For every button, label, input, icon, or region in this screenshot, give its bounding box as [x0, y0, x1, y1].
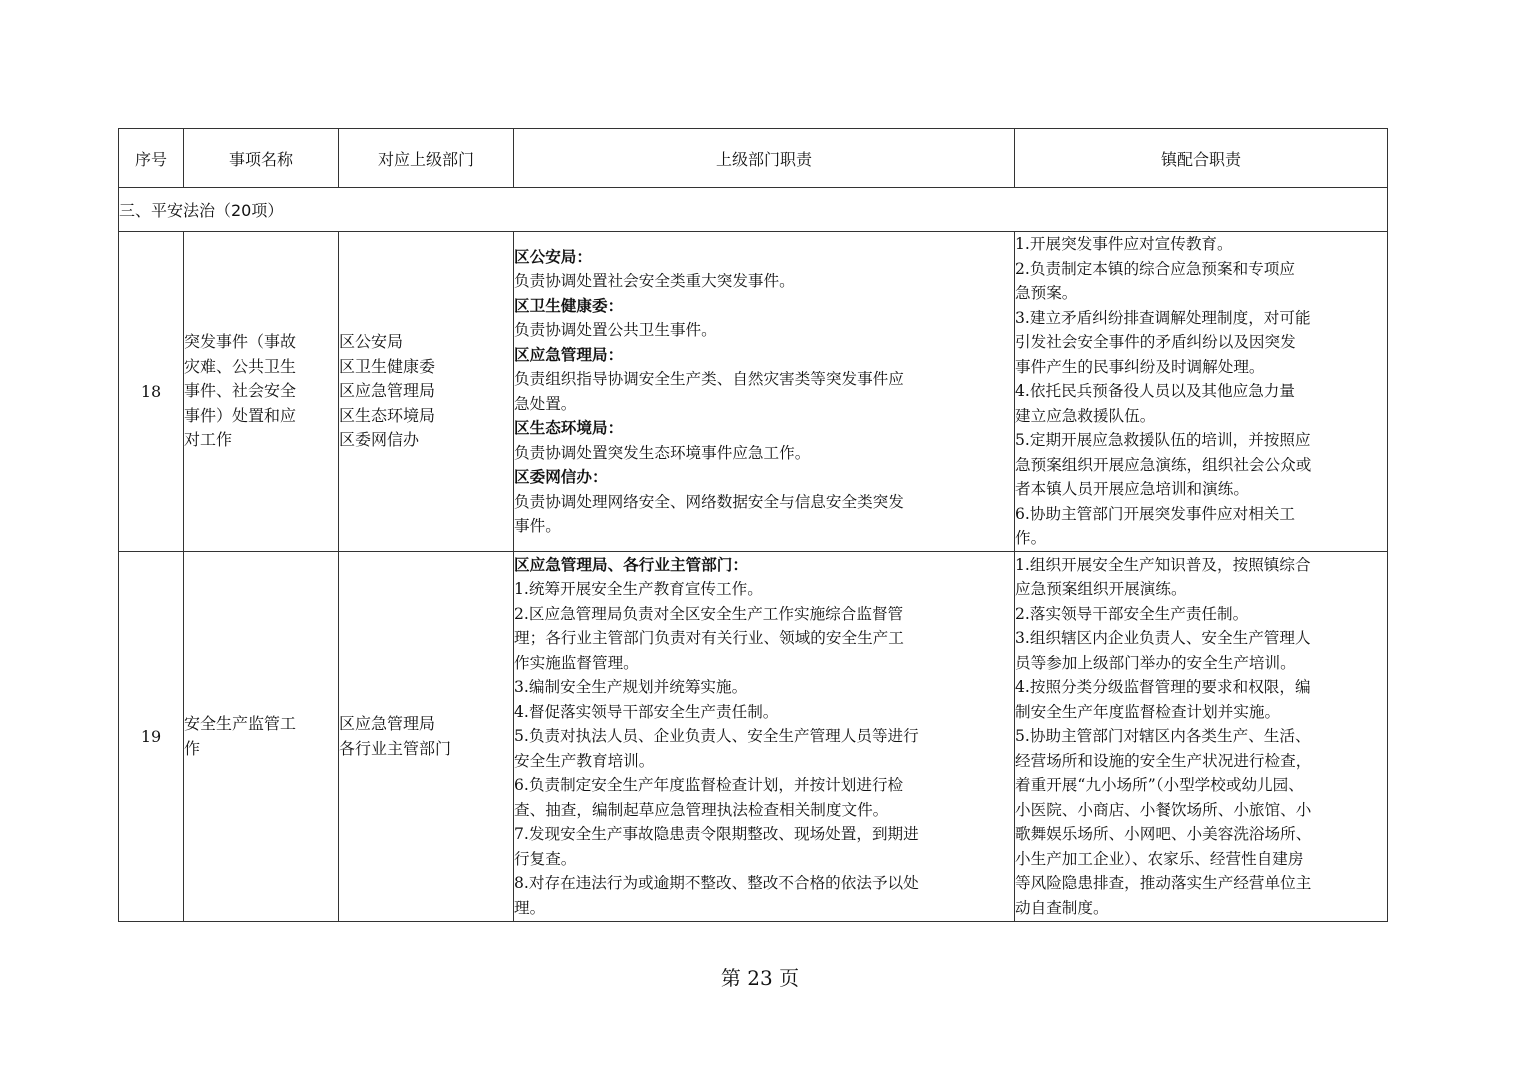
item-name-line: 对工作 [184, 430, 233, 450]
section-row [119, 188, 1388, 232]
duty-line: 区公安局： [514, 246, 592, 266]
town-duty-line: 者本镇人员开展应急培训和演练。 [1015, 480, 1249, 499]
town-duty-line: 2.负责制定本镇的综合应急预案和专项应 [1015, 259, 1295, 278]
header-town-duty: 镇配合职责 [1015, 129, 1388, 188]
town-duty-line: 引发社会安全事件的矛盾纠纷以及因突发 [1015, 333, 1296, 352]
duty-line: 2.区应急管理局负责对全区安全生产工作实施综合监督管 [514, 604, 904, 623]
town-duty-line: 2.落实领导干部安全生产责任制。 [1015, 604, 1249, 623]
dept-line: 区生态环境局 [339, 405, 436, 425]
town-duty-line: 经营场所和设施的安全生产状况进行检查， [1015, 751, 1312, 770]
town-duty-line: 1.组织开展安全生产知识普及，按照镇综合 [1015, 555, 1311, 574]
responsibility-table [118, 128, 1388, 922]
duty-line: 区应急管理局、各行业主管部门： [514, 554, 748, 574]
town-duty-line: 等风险隐患排查，推动落实生产经营单位主 [1015, 874, 1312, 893]
duty-line: 负责协调处置社会安全类重大突发事件。 [514, 272, 795, 290]
row-seq: 18 [119, 232, 184, 552]
town-duty-line: 急预案组织开展应急演练，组织社会公众或 [1015, 455, 1312, 474]
duty-line: 区卫生健康委： [514, 295, 624, 315]
duty-line: 负责协调处置公共卫生事件。 [514, 321, 717, 339]
town-duty-line: 4.按照分类分级监督管理的要求和权限，编 [1015, 678, 1311, 697]
dept-line: 区委网信办 [339, 430, 420, 450]
dept-line: 区应急管理局 [339, 381, 436, 401]
row-item-name [184, 232, 339, 552]
duty-line: 区委网信办： [514, 467, 608, 486]
row-town-duty [1015, 552, 1388, 922]
town-duty-line: 小生产加工企业）、农家乐、经营性自建房 [1015, 849, 1304, 868]
row-superior-dept [339, 232, 514, 552]
duty-line: 5.负责对执法人员、企业负责人、安全生产管理人员等进行 [514, 727, 919, 746]
town-duty-line: 建立应急救援队伍。 [1015, 406, 1156, 425]
town-duty-line: 事件产生的民事纠纷及时调解处理。 [1015, 357, 1265, 376]
duty-line: 事件。 [514, 517, 561, 535]
page-number: 第 23 页 [720, 966, 800, 990]
town-duty-line: 5.定期开展应急救援队伍的培训，并按照应 [1015, 431, 1311, 450]
town-duty-line: 制安全生产年度监督检查计划并实施。 [1015, 702, 1281, 721]
item-name-line: 突发事件（事故 [184, 332, 297, 352]
table-row [119, 552, 1388, 922]
town-duty-line: 6.协助主管部门开展突发事件应对相关工 [1015, 504, 1295, 523]
duty-line: 3.编制安全生产规划并统筹实施。 [514, 678, 748, 697]
duty-line: 8.对存在违法行为或逾期不整改、整改不合格的依法予以处 [514, 874, 919, 893]
duty-line: 4.督促落实领导干部安全生产责任制。 [514, 702, 779, 721]
duty-line: 1.统筹开展安全生产教育宣传工作。 [514, 580, 763, 599]
town-duty-line: 急预案。 [1015, 284, 1078, 303]
town-duty-line: 4.依托民兵预备役人员以及其他应急力量 [1015, 382, 1295, 401]
duty-line: 负责协调处理网络安全、网络数据安全与信息安全类突发 [514, 492, 904, 511]
town-duty-line: 着重开展“九小场所”（小型学校或幼儿园、 [1015, 776, 1304, 795]
town-duty-line: 员等参加上级部门举办的安全生产培训。 [1015, 653, 1296, 672]
duty-line: 6.负责制定安全生产年度监督检查计划，并按计划进行检 [514, 776, 904, 795]
table-row [119, 232, 1388, 552]
town-duty-line: 1.开展突发事件应对宣传教育。 [1015, 235, 1233, 254]
item-name-line: 安全生产监管工 [184, 714, 297, 733]
item-name-line: 事件）处置和应 [184, 405, 297, 425]
duty-line: 查、抽查，编制起草应急管理执法检查相关制度文件。 [514, 800, 889, 819]
town-duty-line: 应急预案组织开展演练。 [1015, 580, 1187, 599]
duty-line: 区应急管理局： [514, 344, 624, 364]
row-item-name [184, 552, 339, 922]
item-name-line: 事件、社会安全 [184, 381, 297, 401]
duty-line: 理。 [514, 898, 546, 917]
duty-line: 区生态环境局： [514, 418, 624, 437]
town-duty-line: 小医院、小商店、小餐饮场所、小旅馆、小 [1015, 800, 1312, 819]
town-duty-line: 动自查制度。 [1015, 898, 1109, 917]
duty-line: 急处置。 [514, 394, 577, 413]
duty-line: 7.发现安全生产事故隐患责令限期整改、现场处置，到期进 [514, 825, 919, 844]
row-superior-dept [339, 552, 514, 922]
dept-line: 区公安局 [339, 332, 404, 352]
header-item-name: 事项名称 [184, 129, 339, 188]
table-header-row [119, 129, 1388, 188]
duty-line: 行复查。 [514, 849, 577, 868]
dept-line: 各行业主管部门 [339, 738, 452, 758]
town-duty-line: 作。 [1015, 529, 1047, 548]
duty-line: 安全生产教育培训。 [514, 751, 655, 770]
town-duty-line: 5.协助主管部门对辖区内各类生产、生活、 [1015, 727, 1311, 746]
duty-line: 负责组织指导协调安全生产类、自然灾害类等突发事件应 [514, 370, 904, 388]
row-superior-duty [514, 552, 1015, 922]
header-superior-duty: 上级部门职责 [514, 129, 1015, 188]
item-name-line: 作 [184, 738, 201, 758]
header-superior-dept: 对应上级部门 [339, 129, 514, 188]
row-superior-duty [514, 232, 1015, 552]
town-duty-line: 歌舞娱乐场所、小网吧、小美容洗浴场所、 [1015, 825, 1312, 844]
row-seq: 19 [119, 552, 184, 922]
town-duty-line: 3.组织辖区内企业负责人、安全生产管理人 [1015, 629, 1311, 648]
dept-line: 区卫生健康委 [339, 356, 436, 376]
duty-line: 负责协调处置突发生态环境事件应急工作。 [514, 443, 811, 462]
dept-line: 区应急管理局 [339, 714, 436, 733]
row-town-duty [1015, 232, 1388, 552]
duty-line: 作实施监督管理。 [514, 653, 639, 672]
town-duty-line: 3.建立矛盾纠纷排查调解处理制度，对可能 [1015, 308, 1311, 327]
header-seq: 序号 [119, 129, 184, 188]
item-name-line: 灾难、公共卫生 [184, 356, 297, 376]
section-title: 三、平安法治（20项） [119, 188, 1388, 232]
duty-line: 理；各行业主管部门负责对有关行业、领域的安全生产工 [514, 629, 904, 648]
